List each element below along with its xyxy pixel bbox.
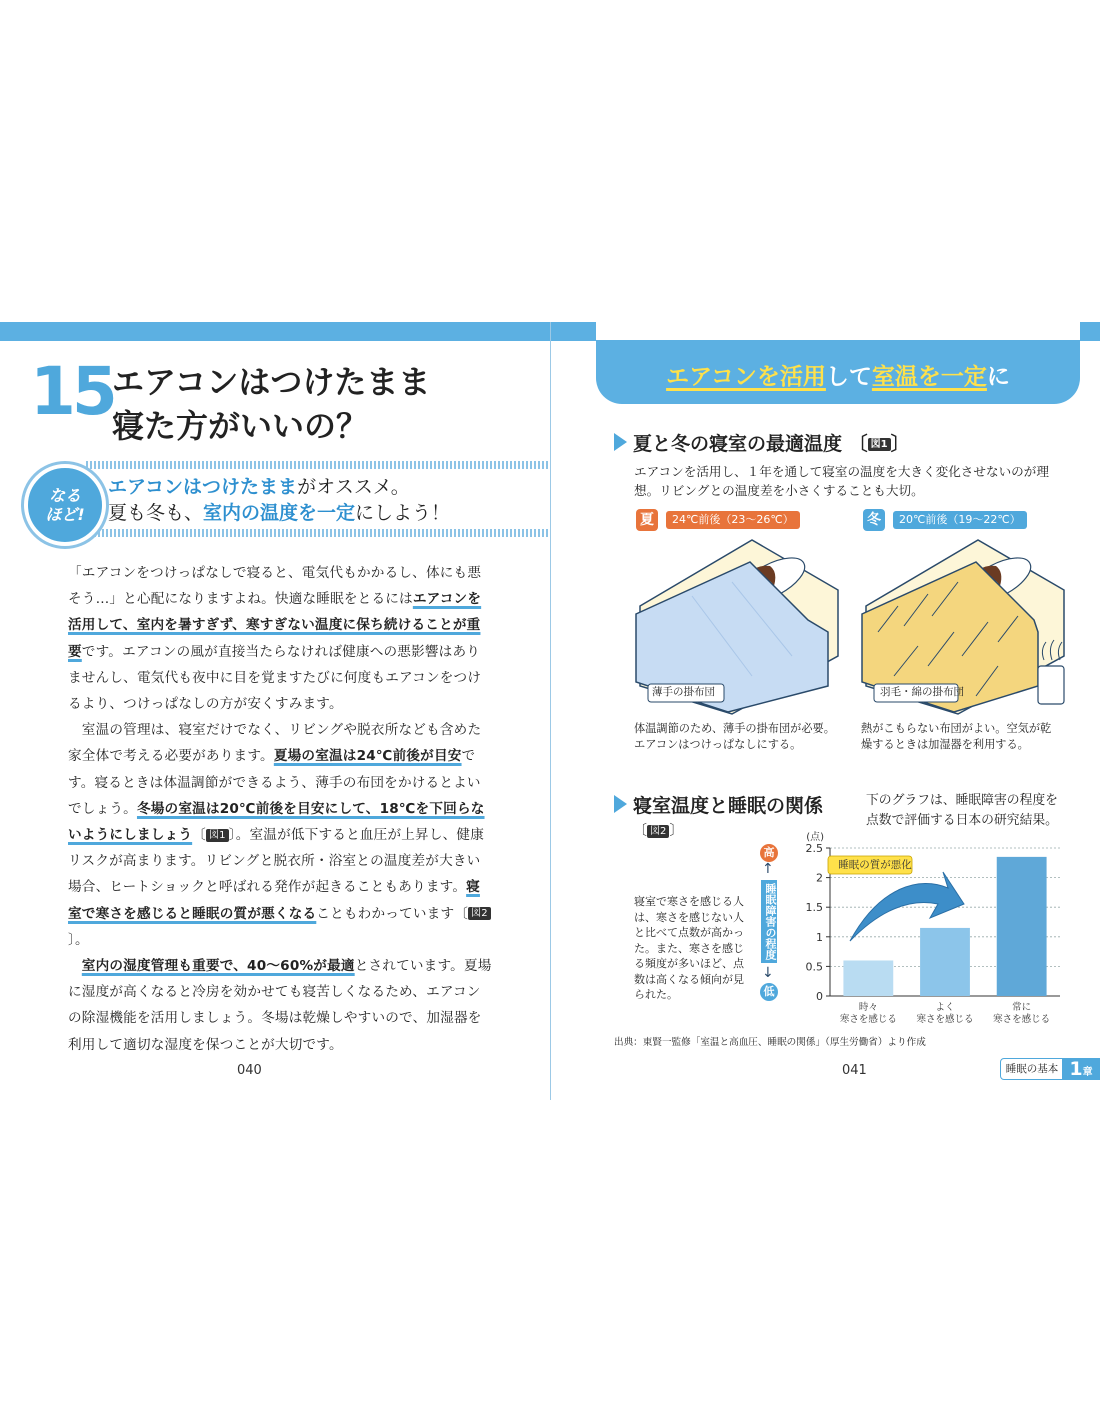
winter-futon-label: 羽毛・綿の掛布団 [880, 686, 964, 698]
body-paragraph-1 [68, 560, 492, 717]
page-gutter [550, 322, 551, 1100]
y-tick-label: 2 [816, 871, 823, 885]
summer-note-line: 体温調節のため、薄手の掛布団が必要。 [634, 722, 835, 735]
chapter-tab [1000, 1058, 1100, 1080]
banner-part: に [986, 364, 1010, 390]
chapter-tab-suffix: 章 [1082, 1067, 1093, 1078]
lead-highlight: エアコンはつけたまま [108, 476, 298, 498]
naruhodo-badge [24, 464, 106, 546]
body-text [68, 560, 492, 1058]
chart-left-note [634, 894, 744, 1003]
winter-note-line: 熱がこもらない布団がよい。空気が乾 [861, 722, 1052, 735]
body-text-run: 室温の管理は、寝室だけでなく、リビングや脱衣所なども含めた家全体で考える必要があります。 [68, 722, 482, 765]
body-paragraph-2: 室温の管理は、寝室だけでなく、リビングや脱衣所なども含めた家全体で考える必要があります。夏場の室温は24℃前後が目安です。寝るときは体温調節ができるよう、薄手の布団をかけるとよいでしょう。冬場の室温は20℃前後を目安にして、18℃を下回らないようにしましょう〔 図1 〕。室温が低下すると血圧が上昇し、健康リスクが高まります。リビングと脱衣所・浴室との温度差が大きい場合、ヒートショックと呼ばれる発作が起きることもあります。寝室で寒さを感じると睡眠の質が悪くなることもわかっています〔 図2〕。 [68, 717, 492, 953]
chart-note-line: は、寒さを感じない人 [634, 910, 744, 924]
chart-source: 出典：東賢一監修「室温と高血圧、睡眠の関係」（厚生労働省）より作成 [614, 1037, 926, 1048]
body-paragraph-3 [68, 953, 492, 1058]
scale-arrow-down-icon: ↓ [762, 965, 774, 981]
x-tick-label: よく [935, 1002, 955, 1013]
fig-ref-1: 図1 [206, 829, 229, 842]
body-text-run: です。寝るときは体温調節ができるよう、薄手の布団をかけるとよいでしょう。 [68, 748, 481, 817]
section2-side-line: 点数で評価する日本の研究結果。 [866, 813, 1058, 828]
body-text-run: 。室温が低下すると血圧が上昇し、健康リスクが高まります。リビングと脱衣所・浴室との温度差が大きい場合、ヒートショックと呼ばれる発作が起きることもあります。 [68, 827, 485, 896]
winter-note-line: 燥するときは加湿器を利用する。 [861, 738, 1029, 751]
banner-part: エアコンを活用 [666, 364, 826, 390]
x-tick-label: 寒さを感じる [839, 1014, 897, 1025]
lead-line1 [108, 474, 410, 500]
winter-note [861, 721, 1051, 753]
chart-note-line: 寝室で寒さを感じる人 [634, 895, 744, 908]
banner-title [596, 358, 1080, 391]
y-tick-label: 1.5 [805, 901, 823, 915]
y-unit-label: (点) [806, 832, 824, 843]
page-title-line1: エアコンはつけたまま [112, 363, 431, 401]
page-number-right: 041 [842, 1063, 867, 1078]
scale-label: 睡眠障害の程度 [761, 880, 777, 963]
scale-low-badge: 低 [760, 983, 778, 1001]
x-tick-label: 寒さを感じる [993, 1014, 1051, 1025]
summer-note-line: エアコンはつけっぱなしにする。 [634, 738, 802, 751]
triangle-bullet-icon [614, 433, 627, 451]
sleep-chart [780, 826, 1070, 1036]
summer-label: 夏 [636, 509, 658, 531]
banner-part: して [825, 364, 872, 390]
page-title-line2: 寝た方がいいの？ [112, 407, 369, 445]
section2-fig-tag-wrap: 〔 図2 〕 [633, 823, 684, 839]
scale-high-badge: 高 [760, 844, 778, 862]
body-highlight: 室内の湿度管理も重要で、40～60%が最適 [81, 958, 355, 975]
top-color-bar-right-a [551, 322, 596, 341]
chapter-number: 15 [30, 353, 114, 430]
summer-futon-label: 薄手の掛布団 [652, 686, 715, 698]
body-highlight: 冬場の室温は20℃前後を目安にして、18℃を下回らないようにしましょう [68, 800, 485, 844]
chart-note-line: 数は高くなる傾向が見 [634, 972, 744, 986]
section1-heading: 夏と冬の寝室の最適温度 〔 図1 〕 [633, 433, 910, 455]
lead-stripe-bottom [86, 529, 550, 537]
winter-temp: 20℃前後（19～22℃） [893, 511, 1027, 529]
fig-ref-2: 図2 [468, 907, 491, 920]
section2-heading: 寝室温度と睡眠の関係 [633, 795, 824, 817]
chart-note-line: る頻度が多いほど、点 [634, 957, 744, 970]
section1-heading-text: 夏と冬の寝室の最適温度 [633, 433, 843, 455]
summer-temp: 24℃前後（23～26℃） [666, 511, 800, 529]
section2-side-text [866, 791, 1058, 831]
lead-stripe-top [86, 461, 550, 469]
lead-highlight: 室内の温度を一定 [203, 502, 356, 524]
badge-line1: なる [48, 486, 81, 505]
x-tick-label: 常に [1012, 1002, 1032, 1013]
x-tick-label: 寒さを感じる [916, 1014, 974, 1025]
chapter-tab-label: 睡眠の基本 [1000, 1058, 1064, 1080]
chart-note-line: と比べて点数が高かっ [634, 926, 744, 939]
scale-arrow-up-icon: ↑ [762, 861, 774, 877]
badge-line2: ほど! [45, 505, 85, 524]
body-highlight: 夏場の室温は24℃前後が目安 [273, 748, 462, 765]
y-tick-label: 2.5 [805, 842, 823, 855]
lead-line2 [108, 500, 450, 526]
chart-note-line: られた。 [634, 988, 678, 1001]
fig-tag-1: 図1 [868, 438, 891, 451]
bar-3 [997, 857, 1047, 996]
body-text-run: 。 [75, 931, 89, 948]
section1-desc-line: 想。リビングとの温度差を小さくすることも大切。 [634, 483, 924, 498]
fig-tag-2: 図2 [647, 825, 669, 838]
banner-part: 室温を一定 [871, 364, 987, 390]
section2-side-line: 下のグラフは、睡眠障害の程度を [866, 793, 1058, 808]
lead-text: がオススメ。 [297, 476, 410, 498]
y-tick-label: 0 [816, 990, 823, 1003]
winter-label: 冬 [863, 509, 885, 531]
page-title [112, 360, 430, 448]
body-highlight: 寝室で寒さを感じると睡眠の質が悪くなる [68, 879, 480, 922]
body-text-run: こともわかっています [316, 905, 455, 922]
body-text-run: とされています。夏場に湿度が高くなると冷房を効かせても寝苦しくなるため、エアコンの除湿機能を活用しましょう。冬場は乾燥しやすいので、加湿器を利用して適切な湿度を保つことが大切です。 [68, 958, 492, 1053]
summer-note [634, 721, 835, 753]
chart-arrow-label: 睡眠の質が悪化 [838, 859, 912, 871]
section1-desc [634, 462, 1049, 500]
section1-desc-line: エアコンを活用し、１年を通して寝室の温度を大きく変化させないのが理 [634, 464, 1049, 479]
top-color-bar-left [0, 322, 550, 341]
chapter-tab-number [1062, 1058, 1100, 1080]
chapter-tab-num: 1 [1069, 1058, 1083, 1080]
top-color-bar-right-b [1080, 322, 1100, 341]
page-number-left: 040 [237, 1063, 262, 1078]
lead-text: にしよう！ [355, 502, 451, 524]
body-text-run: です。エアコンの風が直接当たらなければ健康への悪影響はありませんし、電気代も夜中に目を覚ますたびに何度もエアコンをつけるより、つけっぱなしの方が安くすみます。 [68, 643, 482, 713]
body-text-run: 「エアコンをつけっぱなしで寝ると、電気代もかかるし、体にも悪そう…」と心配になりますよね。快適な睡眠をとるには [68, 565, 482, 608]
bar-2 [920, 928, 970, 996]
body-highlight: エアコンを活用して、室内を暑すぎず、寒すぎない温度に保ち続けることが重要 [68, 591, 482, 660]
lead-text: 夏も冬も、 [108, 502, 204, 524]
bar-1 [843, 960, 893, 996]
y-tick-label: 0.5 [805, 960, 823, 974]
x-tick-label: 時々 [858, 1002, 878, 1013]
y-tick-label: 1 [816, 930, 823, 944]
chart-note-line: た。また、寒さを感じ [634, 941, 744, 955]
triangle-bullet-icon [614, 795, 627, 813]
